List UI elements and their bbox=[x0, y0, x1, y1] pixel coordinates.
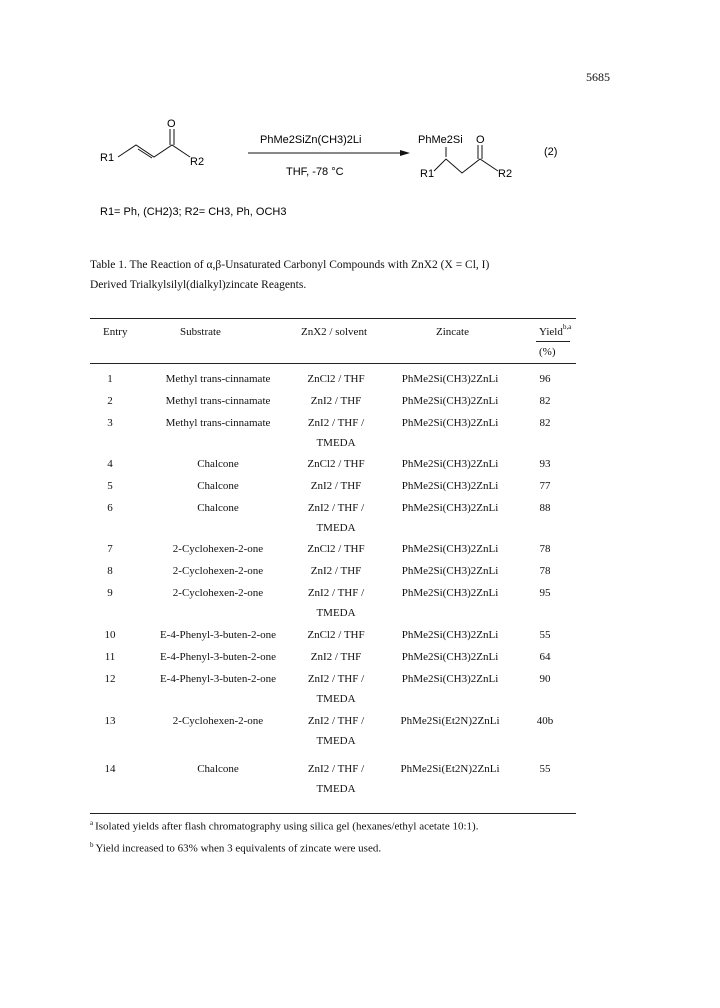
footnote-b-text: Yield increased to 63% when 3 equivalents of zincate were used. bbox=[95, 842, 382, 855]
substrate-cell: E-4-Phenyl-3-buten-2-one bbox=[159, 651, 277, 663]
substrate-oxygen: O bbox=[167, 118, 176, 130]
table-row bbox=[90, 651, 576, 671]
table-row bbox=[90, 763, 576, 795]
znx-solvent-cell: ZnI2 / THF / bbox=[307, 502, 365, 514]
footnote-a-mark: a bbox=[90, 819, 94, 827]
znx-solvent-cell: ZnI2 / THF / bbox=[307, 763, 365, 775]
header-yield-underline bbox=[536, 341, 570, 342]
entry-cell: 13 bbox=[104, 715, 116, 727]
substrate-cell: Chalcone bbox=[197, 763, 239, 775]
entry-cell: 4 bbox=[107, 458, 113, 470]
entry-cell: 14 bbox=[104, 763, 116, 775]
entry-cell: 11 bbox=[104, 651, 116, 663]
product-r1-label: R1 bbox=[420, 168, 435, 180]
entry-cell: 8 bbox=[107, 565, 113, 577]
table-row bbox=[90, 629, 576, 649]
tmeda-cell: TMEDA bbox=[316, 522, 356, 534]
footnote-a bbox=[90, 819, 478, 833]
znx-solvent-cell: ZnI2 / THF bbox=[310, 565, 362, 577]
entry-cell: 9 bbox=[107, 587, 113, 599]
yield-cell: 82 bbox=[539, 395, 551, 407]
znx-solvent-cell: ZnI2 / THF / bbox=[307, 673, 365, 685]
table-header-rule bbox=[90, 363, 576, 364]
substrate-cell: Methyl trans-cinnamate bbox=[165, 373, 271, 385]
scheme-conditions: R1= Ph, (CH2)3; R2= CH3, Ph, OCH3 bbox=[100, 206, 287, 218]
substrate-cell: 2-Cyclohexen-2-one bbox=[172, 587, 264, 599]
znx-solvent-cell: ZnCl2 / THF bbox=[307, 373, 365, 385]
table-row bbox=[90, 417, 576, 449]
entry-cell: 10 bbox=[104, 629, 116, 641]
yield-cell: 64 bbox=[539, 651, 551, 663]
substrate-cell: Chalcone bbox=[197, 502, 239, 514]
product-skeleton bbox=[434, 159, 498, 173]
footnote-b-mark: b bbox=[90, 841, 94, 849]
zincate-cell: PhMe2Si(CH3)2ZnLi bbox=[401, 629, 499, 641]
substrate-cell: Chalcone bbox=[197, 458, 239, 470]
footnote-b bbox=[90, 841, 381, 855]
zincate-cell: PhMe2Si(CH3)2ZnLi bbox=[401, 373, 499, 385]
tmeda-cell: TMEDA bbox=[316, 607, 356, 619]
reagent-above: PhMe2SiZn(CH3)2Li bbox=[260, 134, 362, 146]
entry-cell: 1 bbox=[107, 373, 113, 385]
substrate-cell: 2-Cyclohexen-2-one bbox=[172, 543, 264, 555]
znx-solvent-cell: ZnI2 / THF bbox=[310, 395, 362, 407]
product-oxygen: O bbox=[476, 134, 485, 146]
product-r2-label: R2 bbox=[498, 168, 513, 180]
substrate-cell: E-4-Phenyl-3-buten-2-one bbox=[159, 629, 277, 641]
header-zincate: Zincate bbox=[436, 326, 469, 338]
table-row bbox=[90, 715, 576, 747]
entry-cell: 5 bbox=[107, 480, 113, 492]
znx-solvent-cell: ZnCl2 / THF bbox=[307, 543, 365, 555]
table-caption bbox=[90, 255, 590, 295]
znx-solvent-cell: ZnI2 / THF / bbox=[307, 417, 365, 429]
substrate-r1-label: R1 bbox=[100, 152, 115, 164]
table-row bbox=[90, 373, 576, 393]
table-row bbox=[90, 587, 576, 619]
equation-number: (2) bbox=[544, 146, 558, 158]
substrate-cell: E-4-Phenyl-3-buten-2-one bbox=[159, 673, 277, 685]
znx-solvent-cell: ZnI2 / THF / bbox=[307, 715, 365, 727]
zincate-cell: PhMe2Si(CH3)2ZnLi bbox=[401, 587, 499, 599]
yield-cell: 55 bbox=[539, 629, 551, 641]
zincate-cell: PhMe2Si(CH3)2ZnLi bbox=[401, 395, 499, 407]
reaction-scheme bbox=[100, 115, 660, 225]
header-entry: Entry bbox=[103, 326, 128, 338]
substrate-cell: 2-Cyclohexen-2-one bbox=[172, 565, 264, 577]
entry-cell: 3 bbox=[107, 417, 113, 429]
header-yield-footnote-marks: b,a bbox=[563, 323, 572, 331]
yield-cell: 40b bbox=[536, 715, 554, 727]
zincate-cell: PhMe2Si(CH3)2ZnLi bbox=[401, 673, 499, 685]
header-yield: Yield bbox=[539, 326, 563, 338]
yield-cell: 82 bbox=[539, 417, 551, 429]
substrate-cell: Methyl trans-cinnamate bbox=[165, 417, 271, 429]
yield-cell: 90 bbox=[539, 673, 551, 685]
table-row bbox=[90, 502, 576, 534]
product-silyl-label: PhMe2Si bbox=[418, 134, 463, 146]
caption-line-1: Table 1. The Reaction of α,β-Unsaturated Carbonyl Compounds with ZnX2 (X = Cl, I) bbox=[90, 259, 490, 271]
zincate-cell: PhMe2Si(CH3)2ZnLi bbox=[401, 651, 499, 663]
table-row bbox=[90, 458, 576, 478]
substrate-double-bond bbox=[138, 149, 152, 158]
substrate-cell: 2-Cyclohexen-2-one bbox=[172, 715, 264, 727]
page-number: 5685 bbox=[586, 70, 610, 84]
reagent-below: THF, -78 °C bbox=[286, 166, 344, 178]
footnote-a-text: Isolated yields after flash chromatography using silica gel (hexanes/ethyl acetate 10:1). bbox=[95, 820, 479, 833]
table-row bbox=[90, 480, 576, 500]
reaction-arrow-head bbox=[400, 150, 410, 156]
yield-cell: 78 bbox=[539, 565, 551, 577]
substrate-cell: Methyl trans-cinnamate bbox=[165, 395, 271, 407]
substrate-skeleton bbox=[118, 145, 190, 157]
yield-cell: 55 bbox=[539, 763, 551, 775]
table-row bbox=[90, 543, 576, 563]
tmeda-cell: TMEDA bbox=[316, 783, 356, 795]
zincate-cell: PhMe2Si(Et2N)2ZnLi bbox=[400, 763, 500, 775]
entry-cell: 6 bbox=[107, 502, 113, 514]
substrate-cell: Chalcone bbox=[197, 480, 239, 492]
yield-cell: 95 bbox=[539, 587, 551, 599]
tmeda-cell: TMEDA bbox=[316, 693, 356, 705]
yield-cell: 77 bbox=[539, 480, 551, 492]
entry-cell: 12 bbox=[104, 673, 116, 685]
zincate-cell: PhMe2Si(Et2N)2ZnLi bbox=[400, 715, 500, 727]
entry-cell: 7 bbox=[107, 543, 113, 555]
yield-cell: 78 bbox=[539, 543, 551, 555]
zincate-cell: PhMe2Si(CH3)2ZnLi bbox=[401, 543, 499, 555]
header-znx-solvent: ZnX2 / solvent bbox=[301, 326, 367, 338]
header-yield-unit: (%) bbox=[539, 346, 556, 358]
table-row bbox=[90, 565, 576, 585]
zincate-cell: PhMe2Si(CH3)2ZnLi bbox=[401, 565, 499, 577]
table-bottom-rule bbox=[90, 813, 576, 814]
tmeda-cell: TMEDA bbox=[316, 735, 356, 747]
yield-cell: 93 bbox=[539, 458, 551, 470]
table-row bbox=[90, 673, 576, 705]
zincate-cell: PhMe2Si(CH3)2ZnLi bbox=[401, 502, 499, 514]
znx-solvent-cell: ZnCl2 / THF bbox=[307, 629, 365, 641]
znx-solvent-cell: ZnI2 / THF bbox=[310, 651, 362, 663]
header-substrate: Substrate bbox=[180, 326, 221, 338]
tmeda-cell: TMEDA bbox=[316, 437, 356, 449]
yield-cell: 96 bbox=[539, 373, 551, 385]
znx-solvent-cell: ZnI2 / THF bbox=[310, 480, 362, 492]
zincate-cell: PhMe2Si(CH3)2ZnLi bbox=[401, 480, 499, 492]
entry-cell: 2 bbox=[107, 395, 113, 407]
table-top-rule bbox=[90, 318, 576, 319]
caption-line-2: Derived Trialkylsilyl(dialkyl)zincate Reagents. bbox=[90, 279, 307, 291]
table-row bbox=[90, 395, 576, 415]
zincate-cell: PhMe2Si(CH3)2ZnLi bbox=[401, 458, 499, 470]
yield-cell: 88 bbox=[539, 502, 551, 514]
substrate-r2-label: R2 bbox=[190, 156, 205, 168]
znx-solvent-cell: ZnI2 / THF / bbox=[307, 587, 365, 599]
znx-solvent-cell: ZnCl2 / THF bbox=[307, 458, 365, 470]
zincate-cell: PhMe2Si(CH3)2ZnLi bbox=[401, 417, 499, 429]
